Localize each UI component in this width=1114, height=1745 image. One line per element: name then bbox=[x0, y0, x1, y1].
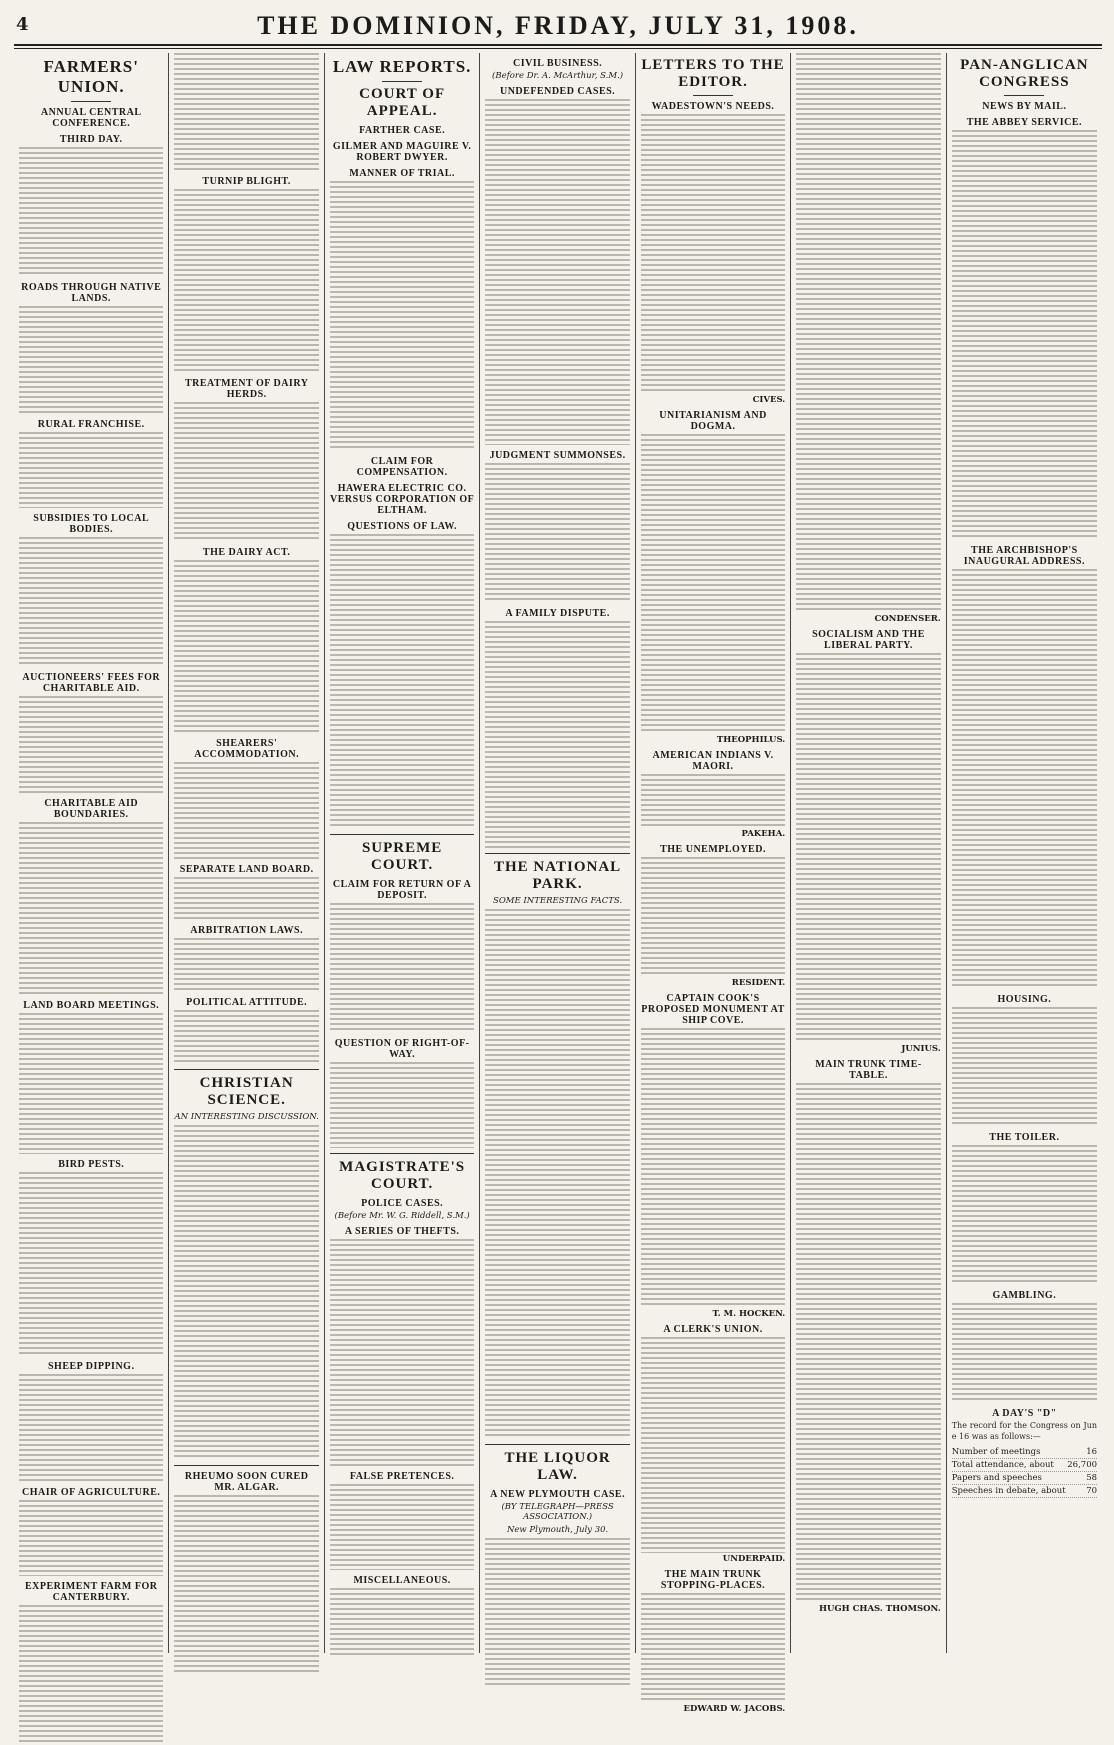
court-magistrate: (Before Mr. W. G. Riddell, S.M.) bbox=[334, 1211, 470, 1221]
article-title: THE LIQUOR LAW. bbox=[504, 1450, 611, 1483]
letter-signature: CONDENSER. bbox=[874, 614, 941, 624]
section-heading: MISCELLANEOUS. bbox=[353, 1575, 451, 1586]
section-heading: HAWERA ELECTRIC CO. VERSUS CORPORATION OF ELTHAM. bbox=[330, 483, 475, 516]
section-title: SUPREME COURT. bbox=[361, 840, 443, 873]
section-heading: TREATMENT OF DAIRY HERDS. bbox=[184, 378, 309, 400]
section-heading: SHEARERS' ACCOMMODATION. bbox=[194, 738, 300, 760]
body-text bbox=[19, 1500, 163, 1576]
section-heading: EXPERIMENT FARM FOR CANTERBURY. bbox=[24, 1581, 158, 1603]
letter-heading: THE MAIN TRUNK STOPPING-PLACES. bbox=[660, 1569, 766, 1591]
body-text bbox=[19, 696, 163, 793]
article-title: PAN-ANGLICAN CONGRESS bbox=[960, 57, 1089, 90]
section-heading: QUESTIONS OF LAW. bbox=[347, 521, 457, 532]
section-heading: CLAIM FOR RETURN OF A DEPOSIT. bbox=[332, 879, 472, 901]
body-text bbox=[641, 1028, 785, 1308]
congress-stats-table bbox=[952, 1446, 1097, 1498]
telegraph-credit: (BY TELEGRAPH—PRESS ASSOCIATION.) bbox=[501, 1502, 614, 1522]
letter-heading: UNITARIANISM AND DOGMA. bbox=[659, 410, 767, 432]
body-text bbox=[485, 1538, 629, 1688]
stats-row bbox=[952, 1459, 1097, 1472]
section-heading: SHEEP DIPPING. bbox=[47, 1361, 135, 1372]
section-heading: THE ARCHBISHOP'S INAUGURAL ADDRESS. bbox=[963, 545, 1085, 567]
section-heading: A SERIES OF THEFTS. bbox=[344, 1226, 460, 1237]
body-text bbox=[641, 774, 785, 828]
section-heading: THIRD DAY. bbox=[59, 134, 123, 145]
column-3 bbox=[325, 53, 480, 1653]
section-heading: QUESTION OF RIGHT-OF-WAY. bbox=[334, 1038, 470, 1060]
article-title: LAW REPORTS. bbox=[332, 57, 472, 76]
body-text bbox=[19, 1374, 163, 1482]
body-text bbox=[796, 653, 940, 1043]
column-2 bbox=[169, 53, 324, 1653]
stats-value: 16 bbox=[1086, 1446, 1098, 1457]
letter-heading: A CLERK'S UNION. bbox=[663, 1324, 763, 1335]
section-heading: CIVIL BUSINESS. bbox=[512, 58, 603, 69]
section-heading: UNDEFENDED CASES. bbox=[499, 86, 616, 97]
letter-signature: CIVES. bbox=[752, 395, 786, 405]
column-7 bbox=[947, 53, 1102, 1653]
stats-value: 58 bbox=[1086, 1472, 1098, 1483]
court-magistrate: (Before Dr. A. McArthur, S.M.) bbox=[492, 71, 624, 81]
body-text bbox=[174, 938, 318, 992]
section-heading: A NEW PLYMOUTH CASE. bbox=[490, 1489, 626, 1500]
stats-label: Total attendance, about bbox=[951, 1459, 1054, 1470]
body-text bbox=[485, 909, 629, 1439]
section-heading: ARBITRATION LAWS. bbox=[190, 925, 304, 936]
body-text bbox=[330, 1062, 474, 1148]
letter-heading: AMERICAN INDIANS V. MAORI. bbox=[652, 750, 774, 772]
body-text bbox=[174, 560, 318, 733]
body-text bbox=[19, 147, 163, 277]
section-heading: POLICE CASES. bbox=[361, 1198, 444, 1209]
body-text bbox=[19, 432, 163, 508]
article-title: LETTERS TO THE EDITOR. bbox=[641, 57, 785, 90]
body-text bbox=[485, 621, 629, 848]
section-heading: CHARITABLE AID BOUNDARIES. bbox=[44, 798, 139, 820]
section-heading: JUDGMENT SUMMONSES. bbox=[489, 450, 626, 461]
body-text bbox=[174, 402, 318, 542]
body-text bbox=[641, 1337, 785, 1553]
section-heading: A DAY'S "D" bbox=[992, 1408, 1057, 1419]
letter-signature: RESIDENT. bbox=[731, 978, 786, 988]
body-text bbox=[19, 1605, 163, 1745]
body-text bbox=[19, 1172, 163, 1356]
divider bbox=[485, 1444, 629, 1445]
divider bbox=[485, 853, 629, 854]
body-text bbox=[952, 1145, 1097, 1285]
body-text bbox=[174, 189, 318, 373]
letter-heading: CAPTAIN COOK'S PROPOSED MONUMENT AT SHIP COVE. bbox=[641, 993, 785, 1026]
body-text bbox=[330, 903, 474, 1033]
section-heading: NEWS BY MAIL. bbox=[982, 101, 1067, 112]
body-text bbox=[174, 877, 318, 920]
section-heading: RURAL FRANCHISE. bbox=[37, 419, 145, 430]
body-text bbox=[330, 534, 474, 829]
section-heading: A FAMILY DISPUTE. bbox=[505, 608, 610, 619]
letter-heading: MAIN TRUNK TIME-TABLE. bbox=[815, 1059, 922, 1081]
divider bbox=[693, 95, 733, 96]
body-text bbox=[952, 130, 1097, 540]
body-text bbox=[641, 1593, 785, 1703]
body-text bbox=[641, 114, 785, 394]
section-heading: TURNIP BLIGHT. bbox=[202, 176, 291, 187]
body-text bbox=[174, 1010, 318, 1064]
columns bbox=[14, 53, 1102, 1714]
section-heading: THE ABBEY SERVICE. bbox=[966, 117, 1082, 128]
section-heading: LAND BOARD MEETINGS. bbox=[23, 1000, 160, 1011]
letter-heading: SOCIALISM AND THE LIBERAL PARTY. bbox=[812, 629, 925, 651]
article-title: CHRISTIAN SCIENCE. bbox=[199, 1075, 294, 1108]
body-text bbox=[330, 1484, 474, 1570]
section-heading: POLITICAL ATTITUDE. bbox=[186, 997, 308, 1008]
stats-intro: The record for the Congress on June 16 was as follows:— bbox=[951, 1421, 1098, 1441]
body-text bbox=[485, 99, 629, 445]
section-heading: RHEUMO SOON CURED MR. ALGAR. bbox=[184, 1471, 309, 1493]
divider bbox=[382, 81, 422, 82]
body-text bbox=[19, 822, 163, 995]
body-text bbox=[330, 1239, 474, 1466]
letter-heading: THE UNEMPLOYED. bbox=[660, 844, 766, 855]
section-heading: HOUSING. bbox=[997, 994, 1052, 1005]
column-4 bbox=[480, 53, 635, 1653]
body-text bbox=[19, 537, 163, 667]
section-heading: MANNER OF TRIAL. bbox=[349, 168, 455, 179]
masthead bbox=[14, 8, 1102, 46]
newspaper-title: THE DOMINION, FRIDAY, JULY 31, 1908. bbox=[257, 11, 859, 40]
letter-signature: HUGH CHAS. THOMSON. bbox=[818, 1604, 941, 1614]
section-title: MAGISTRATE'S COURT. bbox=[339, 1159, 466, 1192]
section-title: COURT OF APPEAL. bbox=[359, 86, 446, 119]
section-heading: FARTHER CASE. bbox=[359, 125, 446, 136]
body-text bbox=[174, 1495, 318, 1675]
body-text bbox=[952, 569, 1097, 989]
stats-row bbox=[952, 1472, 1097, 1485]
body-text bbox=[641, 434, 785, 734]
section-heading: THE DAIRY ACT. bbox=[202, 547, 291, 558]
letter-signature: THEOPHILUS. bbox=[716, 735, 786, 745]
stats-row bbox=[952, 1446, 1097, 1459]
article-subtitle: AN INTERESTING DISCUSSION. bbox=[174, 1112, 319, 1122]
letter-signature: T. M. HOCKEN. bbox=[712, 1309, 786, 1319]
section-heading: THE TOILER. bbox=[989, 1132, 1060, 1143]
body-text bbox=[174, 53, 318, 171]
divider bbox=[330, 834, 474, 835]
stats-value: 26,700 bbox=[1067, 1459, 1098, 1470]
page-number: 4 bbox=[16, 14, 29, 35]
stats-value: 70 bbox=[1086, 1485, 1098, 1496]
masthead-rule bbox=[14, 46, 1102, 49]
article-title: THE NATIONAL PARK. bbox=[494, 859, 622, 892]
body-text bbox=[330, 1588, 474, 1658]
body-text bbox=[19, 1013, 163, 1154]
column-5 bbox=[636, 53, 791, 1714]
stats-label: Speeches in debate, about bbox=[951, 1485, 1066, 1496]
divider bbox=[174, 1069, 318, 1070]
section-heading: AUCTIONEERS' FEES FOR CHARITABLE AID. bbox=[22, 672, 161, 694]
divider bbox=[174, 1465, 318, 1466]
divider bbox=[71, 101, 111, 102]
body-text bbox=[796, 53, 940, 613]
body-text bbox=[19, 306, 163, 414]
column-1 bbox=[14, 53, 169, 1653]
body-text bbox=[952, 1303, 1097, 1403]
stats-label: Papers and speeches bbox=[951, 1472, 1042, 1483]
letter-signature: JUNIUS. bbox=[901, 1044, 941, 1054]
section-heading: GILMER AND MAGUIRE V. ROBERT DWYER. bbox=[332, 141, 472, 163]
letter-signature: PAKEHA. bbox=[741, 829, 786, 839]
stats-label: Number of meetings bbox=[951, 1446, 1041, 1457]
section-heading: SUBSIDIES TO LOCAL BODIES. bbox=[33, 513, 150, 535]
section-heading: BIRD PESTS. bbox=[58, 1159, 125, 1170]
body-text bbox=[174, 762, 318, 859]
body-text bbox=[641, 857, 785, 977]
body-text bbox=[952, 1007, 1097, 1127]
article-subtitle: SOME INTERESTING FACTS. bbox=[493, 896, 623, 906]
column-6 bbox=[791, 53, 946, 1653]
section-heading: GAMBLING. bbox=[992, 1290, 1057, 1301]
section-heading: FALSE PRETENCES. bbox=[349, 1471, 455, 1482]
divider bbox=[330, 1153, 474, 1154]
letter-signature: EDWARD W. JACOBS. bbox=[683, 1704, 786, 1714]
divider bbox=[1004, 95, 1044, 96]
section-heading: ROADS THROUGH NATIVE LANDS. bbox=[21, 282, 162, 304]
article-title: FARMERS' UNION. bbox=[43, 57, 139, 96]
letter-signature: UNDERPAID. bbox=[722, 1554, 786, 1564]
letter-heading: WADESTOWN'S NEEDS. bbox=[651, 101, 775, 112]
section-heading: CLAIM FOR COMPENSATION. bbox=[356, 456, 448, 478]
stats-row bbox=[952, 1485, 1097, 1498]
body-text bbox=[330, 181, 474, 451]
body-text bbox=[174, 1125, 318, 1460]
section-heading: CHAIR OF AGRICULTURE. bbox=[22, 1487, 161, 1498]
body-text bbox=[485, 463, 629, 603]
article-subtitle: ANNUAL CENTRAL CONFERENCE. bbox=[40, 107, 142, 129]
body-text bbox=[796, 1083, 940, 1603]
section-heading: SEPARATE LAND BOARD. bbox=[179, 864, 314, 875]
dateline: New Plymouth, July 30. bbox=[506, 1525, 609, 1535]
